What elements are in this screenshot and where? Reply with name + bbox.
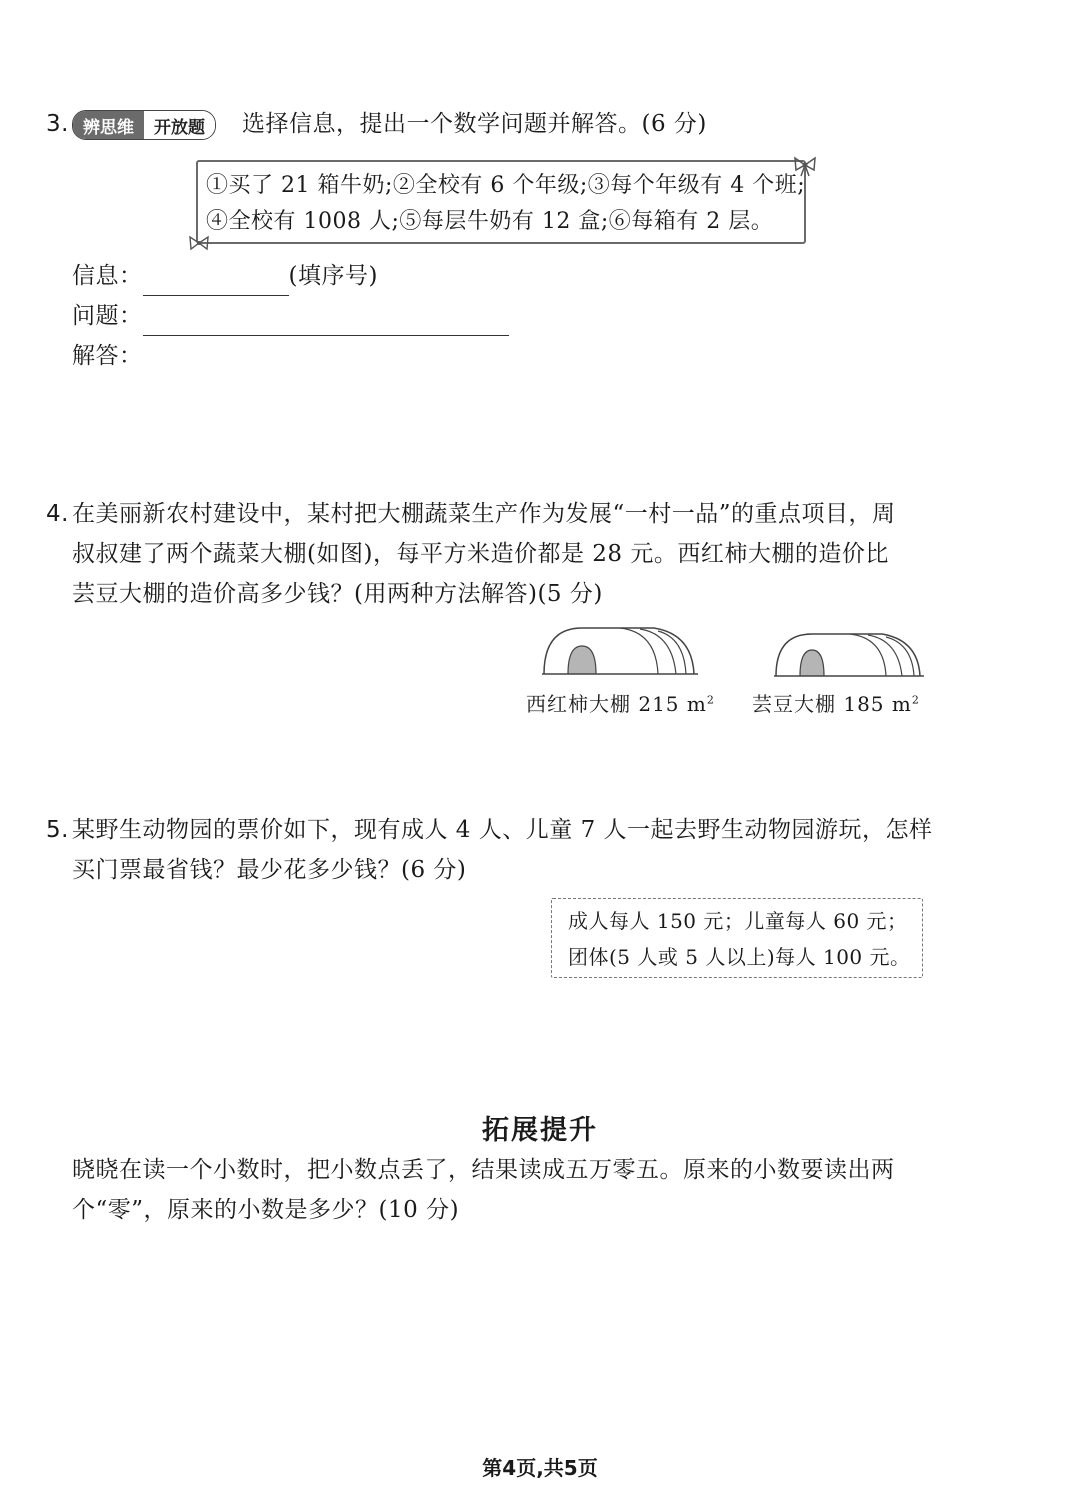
question-5-line-1: 某野生动物园的票价如下，现有成人 4 人、儿童 7 人一起去野生动物园游玩，怎样 (72, 817, 933, 843)
greenhouse-2-caption: 芸豆大棚 185 $m^2$ (752, 692, 920, 716)
question-3-number: 3. (46, 111, 69, 137)
price-line-2: 团体(5 人或 5 人以上)每人 100 元。 (568, 945, 911, 969)
fill-hint: (填序号) (288, 263, 378, 289)
info-label: 信息： (72, 263, 143, 289)
section-title: 拓展提升 (482, 1115, 598, 1146)
info-line-2: ④全校有 1008 人;⑤每层牛奶有 12 盒;⑥每箱有 2 层。 (206, 209, 774, 234)
question-4-line-2: 叔叔建了两个蔬菜大棚(如图)，每平方米造价都是 28 元。西红柿大棚的造价比 (72, 541, 889, 567)
question-blank[interactable] (143, 309, 509, 336)
question-4-line-3: 芸豆大棚的造价高多少钱？(用两种方法解答)(5 分) (72, 581, 603, 607)
question-answer-row (72, 296, 509, 336)
question-label: 问题： (72, 303, 143, 329)
info-blank[interactable] (143, 269, 289, 296)
price-line-1: 成人每人 150 元；儿童每人 60 元； (568, 909, 908, 933)
question-4-line-1: 在美丽新农村建设中，某村把大棚蔬菜生产作为发展“一村一品”的重点项目，周 (72, 501, 896, 527)
bow-icon (792, 152, 818, 178)
answer-label: 解答： (72, 343, 143, 369)
info-line-1: ①买了 21 箱牛奶;②全校有 6 个年级;③每个年级有 4 个班; (206, 173, 806, 198)
tag-open: 开放题 (144, 111, 215, 139)
question-5-line-2: 买门票最省钱？最少花多少钱？(6 分) (72, 857, 467, 883)
extension-line-2: 个“零”，原来的小数是多少？(10 分) (72, 1197, 460, 1223)
page-footer: 第4页,共5页 (482, 1456, 598, 1480)
greenhouse-1-icon (542, 624, 698, 678)
price-box (551, 898, 923, 978)
info-answer-row (72, 256, 378, 296)
greenhouse-2-icon (774, 630, 924, 680)
question-4-number: 4. (46, 501, 69, 527)
question-3-prompt: 选择信息，提出一个数学问题并解答。(6 分) (242, 111, 707, 137)
bow-icon (188, 234, 210, 252)
question-3-tag (72, 110, 216, 140)
greenhouse-1-caption: 西红柿大棚 215 $m^2$ (526, 692, 715, 716)
tag-think: 辨思维 (73, 111, 144, 139)
question-5-number: 5. (46, 817, 69, 843)
info-box (196, 160, 806, 244)
extension-line-1: 晓晓在读一个小数时，把小数点丢了，结果读成五万零五。原来的小数要读出两 (72, 1157, 895, 1183)
